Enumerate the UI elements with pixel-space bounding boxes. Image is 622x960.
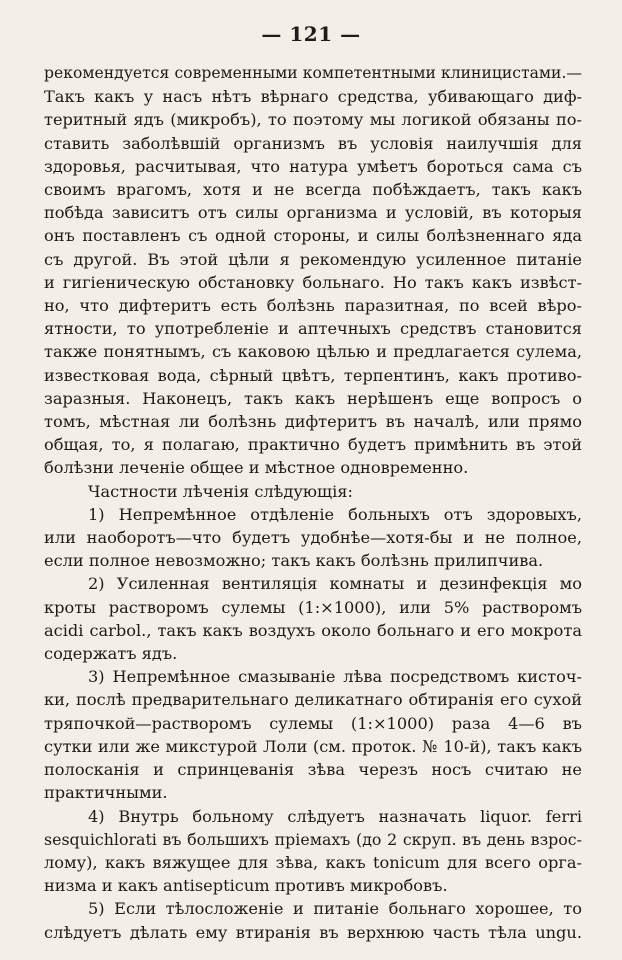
text-line: ятности, то употребленіе и аптечныхъ средствъ становится — [44, 319, 582, 339]
text-line: 3) Непремѣнное смазываніе лѣва посредствомъ кисточ- — [88, 667, 582, 687]
text-line: 2) Усиленная вентиляція комнаты и дезинфекція мо — [88, 574, 582, 594]
text-line: побѣда зависитъ отъ силы организма и условій, въ которыя — [44, 203, 582, 223]
text-line: и гигіеническую обстановку больнаго. Но такъ какъ извѣст- — [44, 272, 582, 292]
text-line: здоровья, расчитывая, что натура умѣетъ бороться сама съ — [44, 156, 582, 176]
text-line: сутки или же микстурой Лоли (см. проток. № 10-й), такъ какъ — [44, 736, 582, 756]
text-line: лому), какъ вяжущее для зѣва, какъ tonicum для всего орга- — [44, 852, 582, 872]
text-line: Такъ какъ у насъ нѣтъ вѣрнаго средства, убивающаго диф- — [44, 87, 582, 107]
text-line: кроты растворомъ сулемы (1:×1000), или 5% растворомъ — [44, 597, 582, 617]
text-line: тряпочкой—растворомъ сулемы (1:×1000) раза 4—6 въ — [44, 713, 582, 733]
page-number: — 121 — — [261, 22, 361, 46]
text-line: томъ, мѣстная ли болѣзнь дифтеритъ въ началѣ, или прямо — [44, 412, 582, 432]
text-line: своимъ врагомъ, хотя и не всегда побѣждаетъ, такъ какъ — [44, 180, 582, 200]
body-text — [44, 62, 582, 944]
text-line: общая, то, я полагаю, практично будетъ примѣнить въ этой — [44, 435, 582, 455]
text-line: ки, послѣ предварительнаго деликатнаго обтиранія его сухой — [44, 690, 582, 710]
text-line: рекомендуется современными компетентными клиницистами.— — [44, 64, 582, 82]
text-line: известковая вода, сѣрный цвѣтъ, терпентинъ, какъ противо- — [44, 365, 582, 385]
text-line: acidi carbol., такъ какъ воздухъ около больнаго и его мокрота — [44, 620, 582, 640]
text-line: слѣдуетъ дѣлать ему втиранія въ верхнюю часть тѣла ungu. — [44, 922, 582, 942]
text-line: съ другой. Въ этой цѣли я рекомендую усиленное питаніе — [44, 249, 582, 269]
text-line: онъ поставленъ съ одной стороны, и силы болѣзненнаго яда — [44, 226, 582, 246]
text-line: содержатъ ядъ. — [44, 644, 178, 664]
text-line: 5) Если тѣлосложеніе и питаніе больнаго хорошее, то — [88, 899, 582, 919]
text-line: заразныя. Наконецъ, такъ какъ нерѣшенъ еще вопросъ о — [44, 388, 582, 408]
text-line: также понятнымъ, съ каковою цѣлью и предлагается сулема, — [44, 342, 582, 362]
text-line: практичными. — [44, 783, 168, 803]
text-line: если полное невозможно; такъ какъ болѣзнь прилипчива. — [44, 551, 544, 571]
text-line: ставить заболѣвшій организмъ въ условія наилучшія для — [44, 133, 582, 153]
text-line: 1) Непремѣнное отдѣленіе больныхъ отъ здоровыхъ, — [88, 504, 582, 524]
text-line: болѣзни леченіе общее и мѣстное одновременно. — [44, 458, 469, 478]
text-line: низма и какъ antisepticum противъ микробовъ. — [44, 876, 448, 896]
text-line: но, что дифтеритъ есть болѣзнь паразитная, по всей вѣро- — [44, 296, 582, 316]
text-line: Частности лѣченія слѣдующія: — [88, 481, 353, 501]
text-line: 4) Внутрь больному слѣдуетъ назначать liquor. ferri — [88, 806, 582, 826]
text-line: теритный ядъ (микробъ), то поэтому мы логикой обязаны по- — [44, 110, 582, 130]
text-line: sesquichlorati въ большихъ пріемахъ (до 2 скруп. въ день взрос- — [44, 829, 582, 849]
text-line: или наоборотъ—что будетъ удобнѣе—хотя-бы и не полное, — [44, 528, 582, 548]
text-line: полосканія и спринцеванія зѣва черезъ носъ считаю не — [44, 760, 582, 780]
